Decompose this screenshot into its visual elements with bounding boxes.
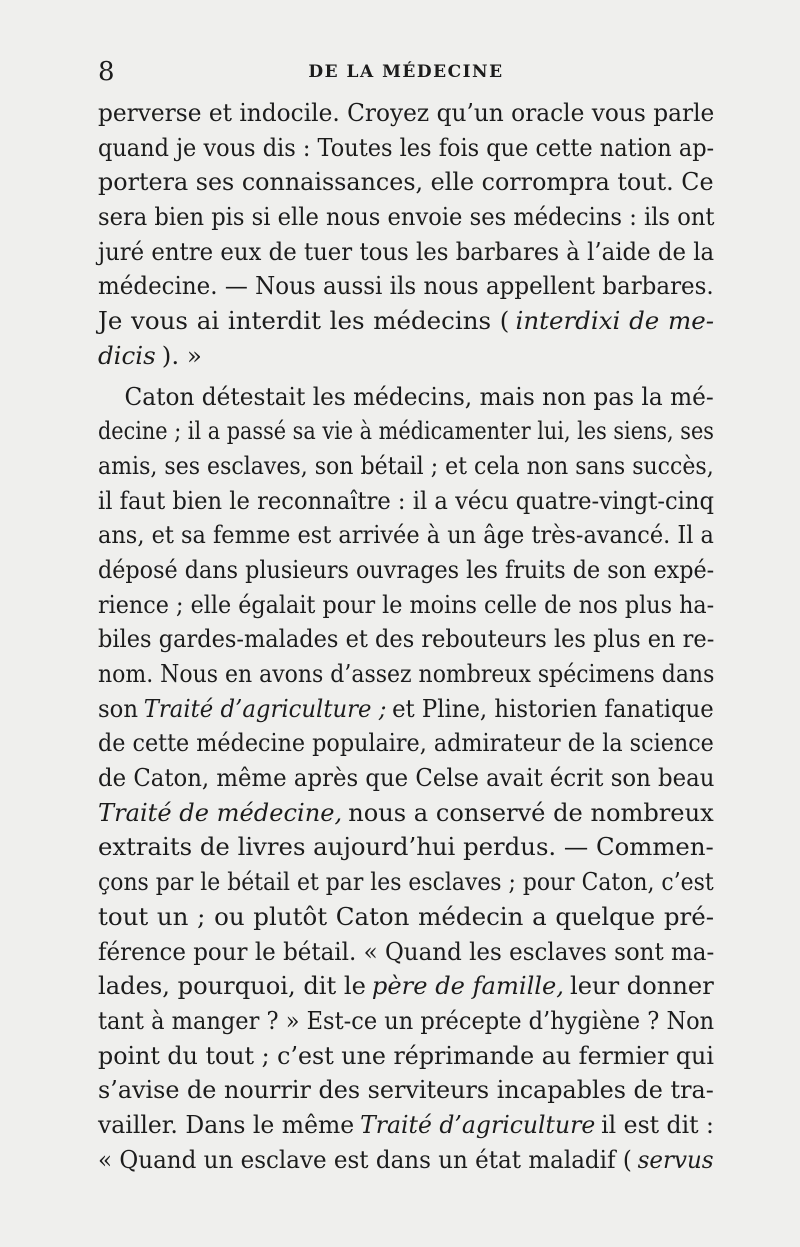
italic-text: interdixi de me- <box>515 306 714 336</box>
italic-text: dicis <box>98 340 156 370</box>
text-line <box>98 165 714 200</box>
text-line <box>98 935 715 970</box>
text-line <box>98 830 714 865</box>
text-fragment: tout un ; ou plutôt Caton médecin a quelque pré- <box>98 901 714 931</box>
text-line <box>98 518 714 553</box>
text-fragment: médecine. — Nous aussi ils nous appellent barbares. <box>98 271 714 301</box>
text-line <box>98 969 714 1004</box>
italic-text: Traité d’agriculture ; <box>143 693 387 723</box>
text-fragment: çons par le bétail et par les esclaves ; pour Caton, c’est <box>98 867 714 897</box>
text-fragment: ans, et sa femme est arrivée à un âge très-avancé. Il a <box>98 520 714 550</box>
text-fragment: tant à manger ? » Est-ce un précepte d’hygiène ? Non <box>98 1005 715 1035</box>
text-fragment: vailler. Dans le même <box>98 1109 355 1139</box>
text-fragment: nous a conservé de nombreux <box>348 797 714 827</box>
text-fragment: point du tout ; c’est une réprimande au fermier qui <box>98 1040 714 1070</box>
page-header <box>98 54 714 90</box>
text-line <box>98 796 714 831</box>
text-line <box>98 553 715 588</box>
text-line <box>98 657 715 692</box>
text-fragment: nom. Nous en avons d’assez nombreux spécimens dans <box>98 659 715 688</box>
body-text <box>98 96 714 1177</box>
text-fragment: Caton détestait les médecins, mais non pas la mé- <box>124 381 714 411</box>
text-fragment: portera ses connaissances, elle corrompra tout. Ce <box>98 167 714 197</box>
text-line <box>98 900 714 935</box>
italic-text: Traité de médecine, <box>98 797 343 827</box>
text-line <box>98 269 714 304</box>
text-line <box>98 692 714 727</box>
text-line <box>98 304 714 339</box>
text-fragment: biles gardes-malades et des rebouteurs les plus en re- <box>98 624 715 654</box>
text-line <box>98 1004 715 1039</box>
text-line <box>98 726 714 761</box>
text-line <box>98 622 715 657</box>
text-fragment: rience ; elle égalait pour le moins celle de nos plus ha- <box>98 589 715 619</box>
text-line <box>98 449 714 484</box>
italic-text: père de famille, <box>371 971 564 1001</box>
text-fragment: « Quand un esclave est dans un état maladif ( <box>98 1144 632 1174</box>
text-fragment: s’avise de nourrir des serviteurs incapables de tra- <box>98 1075 714 1105</box>
text-fragment: amis, ses esclaves, son bétail ; et cela non sans succès, <box>98 450 714 480</box>
text-fragment: son <box>98 693 139 723</box>
text-fragment: decine ; il a passé sa vie à médicamenter lui, les siens, ses <box>98 416 714 446</box>
italic-text: servus <box>637 1144 714 1174</box>
running-title: DE LA MÉDECINE <box>308 62 504 82</box>
text-line <box>98 761 715 796</box>
text-line <box>98 380 714 415</box>
page-number: 8 <box>98 57 115 87</box>
text-fragment: férence pour le bétail. « Quand les esclaves sont ma- <box>98 936 715 966</box>
italic-text: Traité d’agriculture <box>360 1109 596 1139</box>
text-fragment: il faut bien le reconnaître : il a vécu quatre-vingt-cinq <box>98 485 714 515</box>
text-line <box>98 865 714 900</box>
text-line <box>98 200 715 235</box>
text-line <box>98 96 715 131</box>
text-fragment: et Pline, historien fanatique <box>392 693 714 723</box>
text-line <box>98 1108 714 1143</box>
text-line <box>98 414 714 449</box>
text-fragment: déposé dans plusieurs ouvrages les fruits de son expé- <box>98 554 715 584</box>
text-line <box>98 1039 714 1074</box>
text-line <box>98 131 715 166</box>
text-line <box>98 484 714 519</box>
text-line <box>98 588 715 623</box>
text-line <box>98 339 714 374</box>
text-fragment: de cette médecine populaire, admirateur de la science <box>98 728 714 758</box>
text-line <box>98 1073 714 1108</box>
text-fragment: juré entre eux de tuer tous les barbares à l’aide de la <box>98 236 715 266</box>
text-fragment: leur donner <box>570 971 714 1001</box>
text-fragment: quand je vous dis : Toutes les fois que cette nation ap- <box>98 132 715 162</box>
text-line <box>98 235 715 270</box>
text-fragment: Je vous ai interdit les médecins ( <box>98 306 510 336</box>
text-fragment: extraits de livres aujourd’hui perdus. — Commen- <box>98 832 714 862</box>
text-fragment: il est dit : <box>601 1109 714 1139</box>
text-fragment: lades, pourquoi, dit le <box>98 971 366 1001</box>
text-fragment: de Caton, même après que Celse avait écrit son beau <box>98 763 715 793</box>
text-fragment: sera bien pis si elle nous envoie ses médecins : ils ont <box>98 202 715 232</box>
text-line <box>98 1143 714 1178</box>
text-fragment: ). » <box>161 340 202 370</box>
text-fragment: perverse et indocile. Croyez qu’un oracle vous parle <box>98 98 715 127</box>
